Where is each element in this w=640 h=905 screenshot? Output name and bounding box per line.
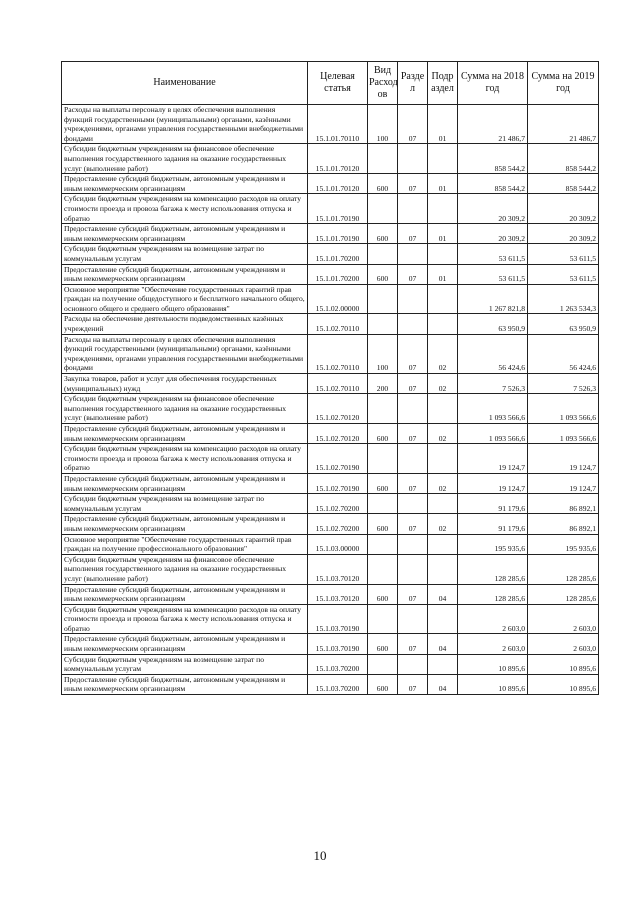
row-sum-2019: 1 093 566,6 [528, 424, 599, 444]
table-row [62, 604, 599, 634]
row-sum-2019: 858 544,2 [528, 174, 599, 194]
row-sum-2019: 195 935,6 [528, 534, 599, 554]
header-section: Разде л [398, 62, 428, 105]
row-subsection [428, 144, 458, 174]
row-name: Субсидии бюджетным учреждениям на компенсацию расходов на оплату стоимости проезда и провоза багажа к месту использования отпуска и обратно [62, 444, 308, 474]
row-subsection: 02 [428, 374, 458, 394]
row-exp-type [368, 314, 398, 334]
row-section: 07 [398, 674, 428, 694]
row-exp-type [368, 604, 398, 634]
row-exp-type [368, 144, 398, 174]
row-target: 15.1.03.70190 [308, 604, 368, 634]
row-name: Субсидии бюджетным учреждениям на компенсацию расходов на оплату стоимости проезда и провоза багажа к месту использования отпуска и обратно [62, 604, 308, 634]
row-sum-2018: 19 124,7 [458, 473, 528, 493]
row-target: 15.1.01.70190 [308, 224, 368, 244]
row-sum-2018: 2 603,0 [458, 604, 528, 634]
row-sum-2018: 91 179,6 [458, 494, 528, 514]
row-exp-type: 600 [368, 584, 398, 604]
row-subsection: 02 [428, 424, 458, 444]
row-target: 15.1.02.70200 [308, 494, 368, 514]
header-target: Целевая статья [308, 62, 368, 105]
row-target: 15.1.03.70190 [308, 634, 368, 654]
row-section [398, 554, 428, 584]
row-sum-2018: 91 179,6 [458, 514, 528, 534]
row-name: Основное мероприятие "Обеспечение государственных гарантий прав граждан на получение профессионального образования" [62, 534, 308, 554]
table-row [62, 244, 599, 264]
row-section [398, 394, 428, 424]
table-row [62, 394, 599, 424]
table-row [62, 424, 599, 444]
table-row [62, 654, 599, 674]
row-exp-type [368, 394, 398, 424]
row-name: Расходы на выплаты персоналу в целях обеспечения выполнения функций государственными (муниципальными) органами, казёнными учреждениями, органами управления государственными внебюджетными фондами [62, 105, 308, 144]
row-target: 15.1.01.70110 [308, 105, 368, 144]
row-section: 07 [398, 634, 428, 654]
row-name: Субсидии бюджетным учреждениям на компенсацию расходов на оплату стоимости проезда и провоза багажа к месту использования отпуска и обратно [62, 194, 308, 224]
row-name: Субсидии бюджетным учреждениям на возмещение затрат по коммунальным услугам [62, 244, 308, 264]
row-exp-type [368, 194, 398, 224]
row-subsection [428, 654, 458, 674]
table-row [62, 174, 599, 194]
table-row [62, 264, 599, 284]
row-exp-type: 600 [368, 634, 398, 654]
row-sum-2018: 56 424,6 [458, 334, 528, 373]
header-exp-type: Вид Расход ов [368, 62, 398, 105]
budget-table [61, 61, 599, 695]
row-sum-2018: 63 950,9 [458, 314, 528, 334]
row-sum-2019: 20 309,2 [528, 224, 599, 244]
row-name: Предоставление субсидий бюджетным, автономным учреждениям и иным некоммерческим организациям [62, 174, 308, 194]
row-section [398, 244, 428, 264]
table-row [62, 144, 599, 174]
header-sum-2019: Сумма на 2019 год [528, 62, 599, 105]
row-section [398, 314, 428, 334]
row-sum-2018: 21 486,7 [458, 105, 528, 144]
row-target: 15.1.02.70110 [308, 374, 368, 394]
row-sum-2019: 128 285,6 [528, 554, 599, 584]
row-name: Предоставление субсидий бюджетным, автономным учреждениям и иным некоммерческим организациям [62, 674, 308, 694]
row-subsection: 04 [428, 634, 458, 654]
row-subsection: 01 [428, 105, 458, 144]
row-sum-2019: 1 093 566,6 [528, 394, 599, 424]
row-name: Расходы на обеспечение деятельности подведомственных казённых учреждений [62, 314, 308, 334]
table-row [62, 554, 599, 584]
row-exp-type: 600 [368, 264, 398, 284]
row-section: 07 [398, 374, 428, 394]
table-row [62, 334, 599, 373]
row-subsection: 04 [428, 674, 458, 694]
row-exp-type: 600 [368, 224, 398, 244]
row-target: 15.1.03.70120 [308, 554, 368, 584]
table-row [62, 314, 599, 334]
table-row [62, 224, 599, 244]
row-name: Предоставление субсидий бюджетным, автономным учреждениям и иным некоммерческим организациям [62, 634, 308, 654]
row-name: Субсидии бюджетным учреждениям на финансовое обеспечение выполнения государственного задания на оказание государственных услуг (выполнение работ) [62, 144, 308, 174]
table-row [62, 584, 599, 604]
row-subsection [428, 244, 458, 264]
row-sum-2018: 2 603,0 [458, 634, 528, 654]
row-sum-2018: 20 309,2 [458, 194, 528, 224]
row-sum-2018: 10 895,6 [458, 674, 528, 694]
row-sum-2019: 21 486,7 [528, 105, 599, 144]
row-section: 07 [398, 334, 428, 373]
row-subsection [428, 554, 458, 584]
row-section [398, 494, 428, 514]
row-sum-2019: 7 526,3 [528, 374, 599, 394]
row-sum-2019: 20 309,2 [528, 194, 599, 224]
row-sum-2018: 1 093 566,6 [458, 394, 528, 424]
row-section [398, 444, 428, 474]
row-exp-type [368, 284, 398, 314]
row-section [398, 534, 428, 554]
row-subsection [428, 194, 458, 224]
row-exp-type [368, 554, 398, 584]
row-exp-type: 600 [368, 514, 398, 534]
row-subsection [428, 314, 458, 334]
table-body [62, 105, 599, 695]
row-sum-2019: 63 950,9 [528, 314, 599, 334]
row-exp-type [368, 534, 398, 554]
row-exp-type [368, 494, 398, 514]
row-sum-2019: 19 124,7 [528, 473, 599, 493]
row-name: Закупка товаров, работ и услуг для обеспечения государственных (муниципальных) нужд [62, 374, 308, 394]
row-target: 15.1.01.70120 [308, 174, 368, 194]
row-subsection: 02 [428, 334, 458, 373]
row-name: Предоставление субсидий бюджетным, автономным учреждениям и иным некоммерческим организациям [62, 264, 308, 284]
row-target: 15.1.03.70120 [308, 584, 368, 604]
row-target: 15.1.02.70120 [308, 424, 368, 444]
table-row [62, 284, 599, 314]
row-section: 07 [398, 584, 428, 604]
row-sum-2019: 19 124,7 [528, 444, 599, 474]
row-exp-type [368, 444, 398, 474]
row-section [398, 284, 428, 314]
row-subsection [428, 284, 458, 314]
row-subsection: 01 [428, 174, 458, 194]
row-section [398, 654, 428, 674]
row-sum-2019: 2 603,0 [528, 604, 599, 634]
row-sum-2018: 1 267 821,8 [458, 284, 528, 314]
row-name: Расходы на выплаты персоналу в целях обеспечения выполнения функций государственными (муниципальными) органами, казёнными учреждениями, органами управления государственными внебюджетными фондами [62, 334, 308, 373]
row-target: 15.1.01.70200 [308, 264, 368, 284]
row-section: 07 [398, 264, 428, 284]
row-subsection [428, 494, 458, 514]
row-target: 15.1.02.00000 [308, 284, 368, 314]
row-section [398, 194, 428, 224]
row-sum-2018: 53 611,5 [458, 264, 528, 284]
row-sum-2019: 858 544,2 [528, 144, 599, 174]
row-sum-2018: 10 895,6 [458, 654, 528, 674]
row-subsection [428, 534, 458, 554]
row-target: 15.1.03.00000 [308, 534, 368, 554]
row-name: Субсидии бюджетным учреждениям на финансовое обеспечение выполнения государственного задания на оказание государственных услуг (выполнение работ) [62, 554, 308, 584]
row-target: 15.1.03.70200 [308, 654, 368, 674]
row-exp-type: 600 [368, 473, 398, 493]
row-sum-2019: 128 285,6 [528, 584, 599, 604]
row-name: Субсидии бюджетным учреждениям на возмещение затрат по коммунальным услугам [62, 654, 308, 674]
row-section: 07 [398, 514, 428, 534]
header-subsection: Подр аздел [428, 62, 458, 105]
row-exp-type: 100 [368, 334, 398, 373]
header-row [62, 62, 599, 105]
row-name: Предоставление субсидий бюджетным, автономным учреждениям и иным некоммерческим организациям [62, 473, 308, 493]
row-subsection: 02 [428, 514, 458, 534]
table-row [62, 194, 599, 224]
row-name: Предоставление субсидий бюджетным, автономным учреждениям и иным некоммерческим организациям [62, 224, 308, 244]
table-row [62, 444, 599, 474]
row-sum-2018: 20 309,2 [458, 224, 528, 244]
row-name: Субсидии бюджетным учреждениям на финансовое обеспечение выполнения государственного задания на оказание государственных услуг (выполнение работ) [62, 394, 308, 424]
row-target: 15.1.02.70200 [308, 514, 368, 534]
row-sum-2018: 19 124,7 [458, 444, 528, 474]
row-sum-2019: 53 611,5 [528, 264, 599, 284]
row-subsection: 02 [428, 473, 458, 493]
row-section [398, 604, 428, 634]
row-target: 15.1.01.70200 [308, 244, 368, 264]
row-subsection [428, 394, 458, 424]
table-row [62, 674, 599, 694]
table-row [62, 374, 599, 394]
row-sum-2018: 858 544,2 [458, 144, 528, 174]
row-sum-2018: 53 611,5 [458, 244, 528, 264]
row-subsection: 04 [428, 584, 458, 604]
row-sum-2018: 858 544,2 [458, 174, 528, 194]
row-target: 15.1.02.70190 [308, 444, 368, 474]
row-exp-type [368, 654, 398, 674]
row-target: 15.1.02.70190 [308, 473, 368, 493]
row-sum-2018: 128 285,6 [458, 584, 528, 604]
table-row [62, 494, 599, 514]
row-exp-type: 600 [368, 174, 398, 194]
row-name: Предоставление субсидий бюджетным, автономным учреждениям и иным некоммерческим организациям [62, 424, 308, 444]
row-exp-type [368, 244, 398, 264]
row-subsection: 01 [428, 224, 458, 244]
row-name: Основное мероприятие "Обеспечение государственных гарантий прав граждан на получение общедоступного и бесплатного начального общего, основного общего и среднего общего образования" [62, 284, 308, 314]
row-name: Предоставление субсидий бюджетным, автономным учреждениям и иным некоммерческим организациям [62, 584, 308, 604]
row-exp-type: 600 [368, 674, 398, 694]
row-sum-2019: 2 603,0 [528, 634, 599, 654]
table-row [62, 514, 599, 534]
table-row [62, 473, 599, 493]
row-exp-type: 200 [368, 374, 398, 394]
row-sum-2018: 1 093 566,6 [458, 424, 528, 444]
row-sum-2019: 53 611,5 [528, 244, 599, 264]
row-target: 15.1.01.70190 [308, 194, 368, 224]
row-section: 07 [398, 105, 428, 144]
row-subsection [428, 604, 458, 634]
row-section: 07 [398, 424, 428, 444]
row-sum-2019: 86 892,1 [528, 494, 599, 514]
table-row [62, 105, 599, 144]
row-sum-2019: 10 895,6 [528, 654, 599, 674]
table-row [62, 534, 599, 554]
row-name: Предоставление субсидий бюджетным, автономным учреждениям и иным некоммерческим организациям [62, 514, 308, 534]
row-sum-2018: 195 935,6 [458, 534, 528, 554]
row-section: 07 [398, 224, 428, 244]
header-name: Наименование [62, 62, 308, 105]
row-target: 15.1.01.70120 [308, 144, 368, 174]
page-number: 10 [313, 848, 327, 863]
row-name: Субсидии бюджетным учреждениям на возмещение затрат по коммунальным услугам [62, 494, 308, 514]
row-section: 07 [398, 473, 428, 493]
row-target: 15.1.03.70200 [308, 674, 368, 694]
row-exp-type: 100 [368, 105, 398, 144]
row-section: 07 [398, 174, 428, 194]
row-target: 15.1.02.70110 [308, 334, 368, 373]
row-sum-2018: 7 526,3 [458, 374, 528, 394]
row-target: 15.1.02.70110 [308, 314, 368, 334]
row-sum-2019: 56 424,6 [528, 334, 599, 373]
row-section [398, 144, 428, 174]
table-row [62, 634, 599, 654]
row-target: 15.1.02.70120 [308, 394, 368, 424]
row-exp-type: 600 [368, 424, 398, 444]
row-sum-2019: 1 263 534,3 [528, 284, 599, 314]
row-sum-2019: 10 895,6 [528, 674, 599, 694]
row-sum-2018: 128 285,6 [458, 554, 528, 584]
header-sum-2018: Сумма на 2018 год [458, 62, 528, 105]
row-sum-2019: 86 892,1 [528, 514, 599, 534]
row-subsection: 01 [428, 264, 458, 284]
row-subsection [428, 444, 458, 474]
